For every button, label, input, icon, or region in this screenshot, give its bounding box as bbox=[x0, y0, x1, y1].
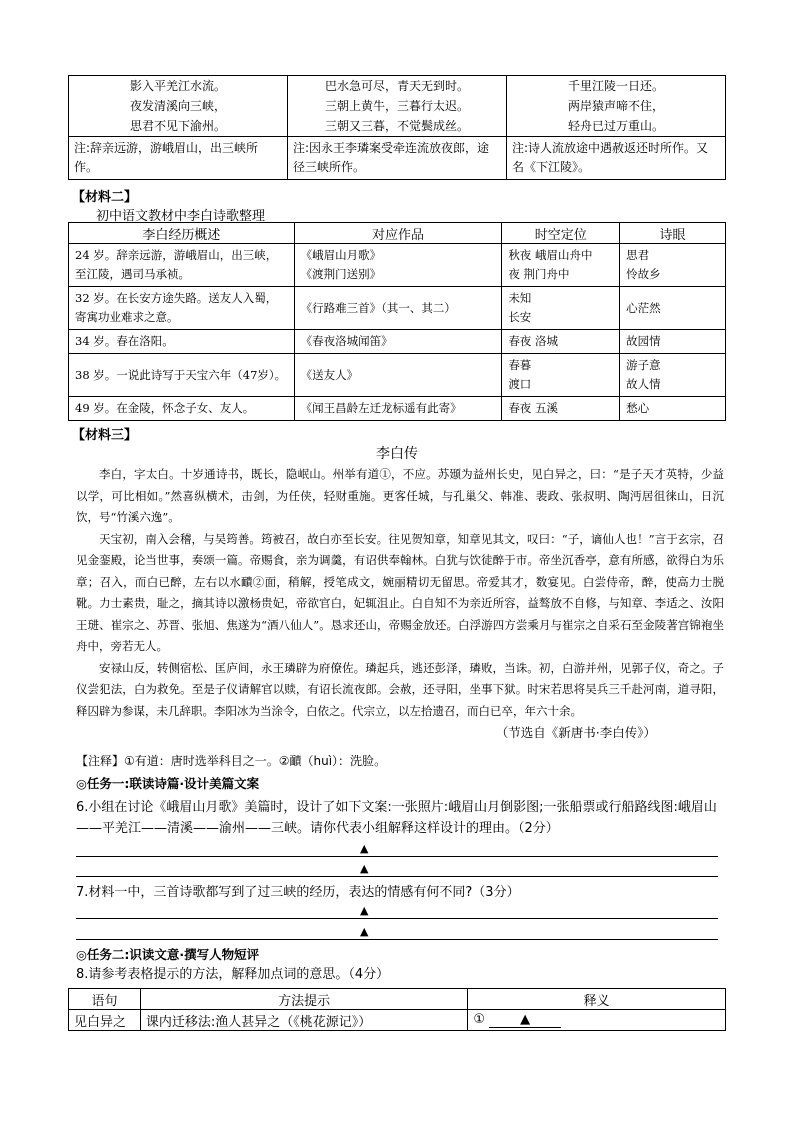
poem-cell-1 bbox=[69, 76, 288, 137]
works-cell bbox=[294, 397, 502, 421]
time-cell bbox=[502, 397, 620, 421]
answer-cell[interactable] bbox=[468, 1010, 726, 1031]
question-6: 6.小组在讨论《峨眉山月歌》美篇时，设计了如下文案:一张照片:峨眉山月倒影图;一张船票或行船路线图:峨眉山——平羌江——清溪——渝州——三峡。请你代表小组解释这样设计的理由。（2分） bbox=[76, 800, 717, 836]
header-cell: 释义 bbox=[468, 989, 726, 1010]
eye-text: 故园情 bbox=[626, 334, 661, 348]
time-cell bbox=[502, 244, 620, 287]
eye-cell bbox=[620, 287, 726, 330]
experience-cell: 32 岁。在长安方途失路。送友人入蜀，寄寓功业难求之意。 bbox=[69, 287, 295, 330]
question-7: 7.材料一中，三首诗歌都写到了过三峡的经历，表达的情感有何不同?（3分） bbox=[76, 885, 520, 900]
table-row bbox=[69, 1010, 726, 1031]
biography-text bbox=[76, 464, 724, 744]
answer-line[interactable] bbox=[76, 876, 718, 877]
header-cell: 时空定位 bbox=[502, 223, 620, 244]
method-cell: 课内迁移法:渔人甚异之（《桃花源记》） bbox=[140, 1010, 467, 1031]
biography-paragraph-text: 安禄山反，转侧宿松、匡庐间，永王璘辟为府僚佐。璘起兵，逃还彭泽，璘败，当诛。初，白游并州，见郭子仪，奇之。子仪尝犯法，白为救免。至是子仪请解官以赎，有诏长流夜郎。会赦，还寻阳，坐事下狱。时宋若思将吴兵三千赴河南，道寻阳，释囚辟为参谋，未几辞职。李阳冰为当涂令，白依之。代宗立，以左拾遗召，而白已卒，年六十余。 bbox=[76, 660, 724, 718]
header-cell: 李白经历概述 bbox=[69, 223, 295, 244]
poem-row bbox=[69, 76, 726, 137]
source-citation: （节选自《新唐书·李白传》） bbox=[495, 725, 656, 740]
header-cell: 诗眼 bbox=[620, 223, 726, 244]
poem-line: 轻舟已过万重山。 bbox=[567, 119, 664, 133]
eye-text: 思君 bbox=[626, 248, 650, 262]
poem-note-row bbox=[69, 137, 726, 180]
table-row bbox=[69, 397, 726, 421]
material3-label: 【材料三】 bbox=[72, 428, 138, 443]
li-bai-table bbox=[68, 222, 726, 421]
eye-text: 愁心 bbox=[626, 401, 650, 415]
time-text: 春暮 bbox=[508, 358, 532, 372]
poem-line: 巴水急可尽，青天无到时。 bbox=[324, 79, 469, 93]
time-text: 春夜 五溪 bbox=[508, 401, 558, 415]
task2-title: ◎任务二:识读文意·撰写人物短评 bbox=[76, 947, 260, 962]
table-row bbox=[69, 287, 726, 330]
poem-note-2: 注:因永王李璘案受牵连流放夜郎，途径三峡所作。 bbox=[288, 137, 507, 180]
time-cell bbox=[502, 287, 620, 330]
experience-cell: 49 岁。在金陵，怀念子女、友人。 bbox=[69, 397, 295, 421]
poem-table bbox=[68, 75, 726, 180]
table-row bbox=[69, 330, 726, 354]
time-text: 长安 bbox=[508, 310, 532, 324]
poem-note-1: 注:辞亲远游，游峨眉山，出三峡所作。 bbox=[69, 137, 288, 180]
poem-cell-2 bbox=[288, 76, 507, 137]
answer-line[interactable] bbox=[76, 939, 718, 940]
table-row bbox=[69, 244, 726, 287]
eye-text: 心茫然 bbox=[626, 300, 661, 315]
biography-paragraph: 天宝初，南入会稽，与吴筠善。筠被召，故白亦至长安。往见贺知章，知章见其文，叹曰：“子，谪仙人也！”言于玄宗，召见金銮殿，论当世事，奏颂一篇。帝赐食，亲为调羹，有诏供奉翰林。白犹与饮徒醉于市。帝坐沉香亭，意有所感，欲得白为乐章；召入，而白已醉，左右以水靧②面，稍解，授笔成文，婉丽精切无留思。帝爱其才，数宴见。白尝侍帝，醉，使高力士脱靴。力士素贵，耻之，摘其诗以激杨贵妃，帝欲官白，妃辄沮止。白自知不为亲近所容，益骜放不自修，与知章、李适之、汝阳王琎、崔宗之、苏晋、张旭、焦遂为“酒八仙人”。恳求还山，帝赐金放还。白浮游四方尝乘月与崔宗之自采石至金陵著宫锦袍坐舟中，旁若无人。 bbox=[76, 531, 724, 653]
header-cell: 方法提示 bbox=[140, 989, 467, 1010]
header-cell: 对应作品 bbox=[294, 223, 502, 244]
word-table bbox=[68, 988, 726, 1031]
poem-line: 影入平羌江水流。 bbox=[129, 79, 226, 93]
answer-marker: ▲ bbox=[360, 925, 369, 938]
work-title: 《送友人》 bbox=[300, 367, 359, 382]
biography-paragraph: 李白，字太白。十岁通诗书，既长，隐岷山。州举有道①，不应。苏颋为益州长史，见白异之，曰：“是子天才英特，少益以学，可比相如。”然喜纵横术，击剑，为任侠，轻财重施。更客任城，与孔巢父、韩准、裴政、张叔明、陶沔居徂徕山，日沉饮，号“竹溪六逸”。 bbox=[76, 467, 724, 524]
poem-line: 三朝上黄牛，三暮行太迟。 bbox=[324, 99, 469, 113]
header-cell: 语句 bbox=[69, 989, 141, 1010]
time-cell bbox=[502, 354, 620, 397]
answer-marker: ▲ bbox=[360, 904, 369, 917]
answer-marker: ▲ bbox=[360, 862, 369, 875]
works-cell bbox=[294, 330, 502, 354]
time-text: 渡口 bbox=[508, 377, 532, 391]
answer-number: ① bbox=[473, 1012, 485, 1027]
poem-line: 两岸猿声啼不住， bbox=[567, 99, 664, 113]
phrase-cell: 见白异之 bbox=[69, 1010, 141, 1031]
answer-marker: ▲ bbox=[360, 842, 369, 855]
question-8: 8.请参考表格提示的方法，解释加点词的意思。（4分） bbox=[76, 967, 390, 982]
time-text: 秋夜 峨眉山舟中 bbox=[508, 248, 593, 262]
work-title: 《渡荆门送别》 bbox=[300, 267, 382, 281]
annotation-note: 【注释】①有道：唐时选举科目之一。②靧（huì）：洗脸。 bbox=[76, 754, 387, 768]
table-row bbox=[69, 354, 726, 397]
material2-label: 【材料二】 bbox=[72, 190, 138, 205]
table-header bbox=[69, 223, 726, 244]
work-title: 《峨眉山月歌》 bbox=[300, 248, 382, 262]
eye-cell bbox=[620, 330, 726, 354]
poem-cell-3 bbox=[507, 76, 726, 137]
time-text: 未知 bbox=[508, 291, 532, 305]
experience-cell: 38 岁。一说此诗写于天宝六年（47岁）。 bbox=[69, 354, 295, 397]
answer-blank[interactable]: ▲ bbox=[489, 1013, 561, 1028]
poem-line: 夜发清溪向三峡， bbox=[129, 99, 226, 113]
poem-line: 千里江陵一日还。 bbox=[567, 79, 664, 93]
experience-cell: 24 岁。辞亲远游，游峨眉山，出三峡，至江陵，遇司马承祯。 bbox=[69, 244, 295, 287]
biography-paragraph bbox=[76, 658, 724, 740]
time-text: 夜 荆门舟中 bbox=[508, 267, 570, 281]
eye-cell bbox=[620, 244, 726, 287]
eye-cell bbox=[620, 397, 726, 421]
eye-text: 怜故乡 bbox=[626, 267, 661, 281]
answer-line[interactable] bbox=[76, 856, 718, 857]
answer-line[interactable] bbox=[76, 918, 718, 919]
works-cell bbox=[294, 244, 502, 287]
work-title: 《闻王昌龄左迁龙标遥有此寄》 bbox=[300, 401, 462, 415]
work-title: 《春夜洛城闻笛》 bbox=[300, 334, 393, 348]
works-cell bbox=[294, 354, 502, 397]
material2-caption: 初中语文教材中李白诗歌整理 bbox=[96, 209, 266, 224]
experience-cell: 34 岁。春在洛阳。 bbox=[69, 330, 295, 354]
table-header bbox=[69, 989, 726, 1010]
task1-title: ◎任务一:联读诗篇·设计美篇文案 bbox=[76, 776, 260, 791]
poem-line: 思君不见下渝州。 bbox=[129, 119, 226, 133]
poem-note-3: 注:诗人流放途中遇赦返还时所作。又名《下江陵》。 bbox=[507, 137, 726, 180]
eye-cell bbox=[620, 354, 726, 397]
work-title: 《行路难三首》（其一、其二） bbox=[300, 300, 456, 315]
works-cell bbox=[294, 287, 502, 330]
poem-line: 三朝又三暮，不觉鬓成丝。 bbox=[324, 119, 469, 133]
eye-text: 故人情 bbox=[626, 377, 661, 391]
biography-title: 李白传 bbox=[376, 446, 418, 462]
eye-text: 游子意 bbox=[626, 358, 661, 372]
time-text: 春夜 洛城 bbox=[508, 334, 558, 348]
time-cell bbox=[502, 330, 620, 354]
